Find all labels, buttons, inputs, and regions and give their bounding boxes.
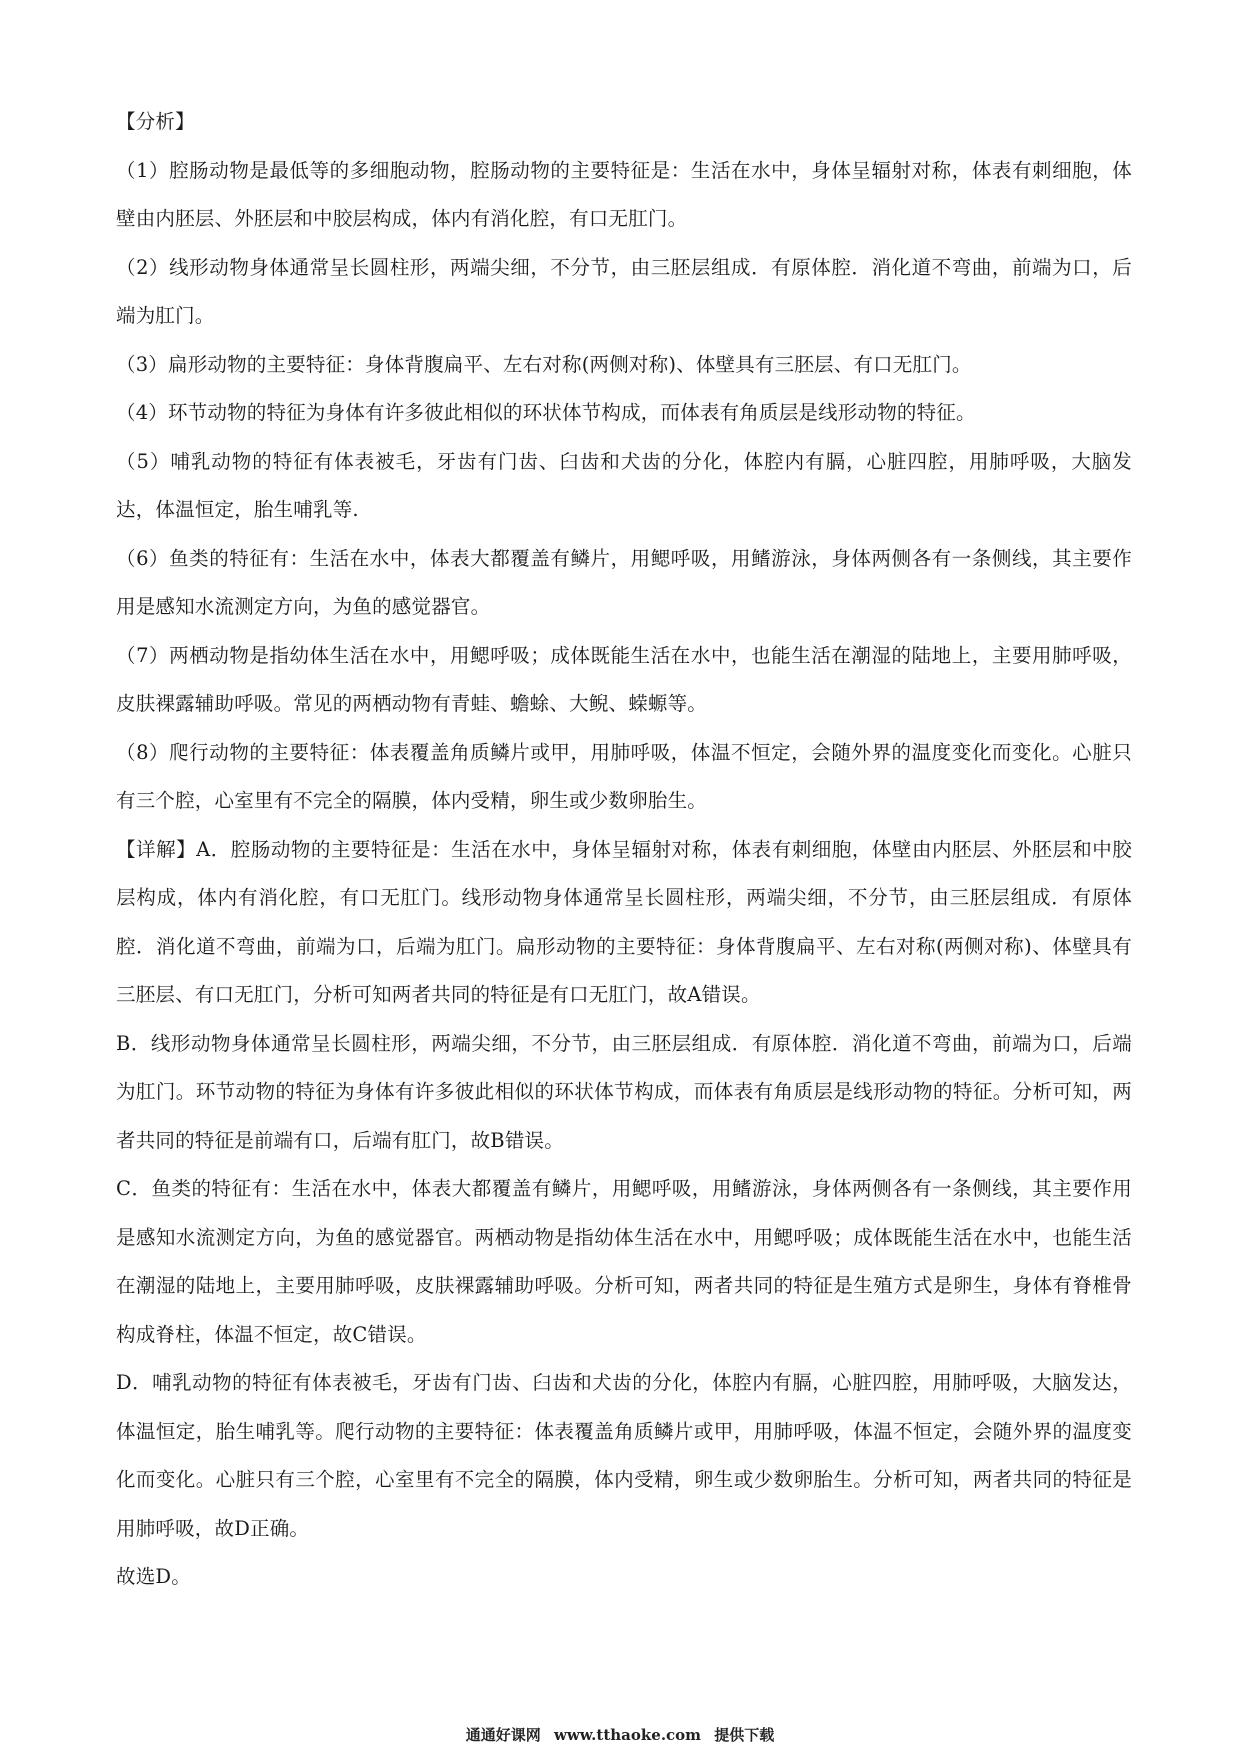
detail-option-d: D．哺乳动物的特征有体表被毛，牙齿有门齿、臼齿和犬齿的分化，体腔内有膈，心脏四腔，用肺呼吸，大脑发达，体温恒定，胎生哺乳等。爬行动物的主要特征：体表覆盖角质鳞片或甲，用肺呼吸，体温不恒定，会随外界的温度变化而变化。心脏只有三个腔，心室里有不完全的隔膜，体内受精，卵生或少数卵胎生。分析可知，两者共同的特征是用肺呼吸，故D正确。 [116, 1371, 1132, 1540]
analysis-item-8: （8）爬行动物的主要特征：体表覆盖角质鳞片或甲，用肺呼吸，体温不恒定，会随外界的温度变化而变化。心脏只有三个腔，心室里有不完全的隔膜，体内受精，卵生或少数卵胎生。 [116, 740, 1132, 812]
analysis-item-7: （7）两栖动物是指幼体生活在水中，用鳃呼吸；成体既能生活在水中，也能生活在潮湿的陆地上，主要用肺呼吸，皮肤裸露辅助呼吸。常见的两栖动物有青蛙、蟾蜍、大鲵、蝾螈等。 [116, 643, 1132, 715]
analysis-item-1: （1）腔肠动物是最低等的多细胞动物，腔肠动物的主要特征是：生活在水中，身体呈辐射对称，体表有刺细胞，体壁由内胚层、外胚层和中胶层构成，体内有消化腔，有口无肛门。 [116, 158, 1132, 230]
footer-tagline: 提供下载 [714, 1726, 775, 1744]
detail-option-a-text: A．腔肠动物的主要特征是：生活在水中，身体呈辐射对称，体表有刺细胞，体壁由内胚层、外胚层和中胶层构成，体内有消化腔，有口无肛门。线形动物身体通常呈长圆柱形，两端尖细，不分节，由三胚层组成．有原体腔．消化道不弯曲，前端为口，后端为肛门。扁形动物的主要特征：身体背腹扁平、左右对称(两侧对称)、体壁具有三胚层、有口无肛门，分析可知两者共同的特征是有口无肛门，故A错误。 [116, 837, 1132, 1006]
detail-option-a [116, 826, 1132, 1020]
footer-site-name: 通通好课网 [465, 1726, 541, 1744]
analysis-item-3: （3）扁形动物的主要特征：身体背腹扁平、左右对称(两侧对称)、体壁具有三胚层、有口无肛门。 [116, 352, 972, 376]
analysis-heading: 【分析】 [116, 110, 195, 133]
answer-conclusion: 故选D。 [116, 1565, 191, 1588]
footer-url[interactable]: www.tthaoke.com [553, 1726, 702, 1744]
page-footer [0, 1725, 1240, 1745]
analysis-item-2: （2）线形动物身体通常呈长圆柱形，两端尖细，不分节，由三胚层组成．有原体腔．消化道不弯曲，前端为口，后端为肛门。 [116, 255, 1132, 327]
detail-option-c: C．鱼类的特征有：生活在水中，体表大都覆盖有鳞片，用鳃呼吸，用鳍游泳，身体两侧各有一条侧线，其主要作用是感知水流测定方向，为鱼的感觉器官。两栖动物是指幼体生活在水中，用鳃呼吸；成体既能生活在水中，也能生活在潮湿的陆地上，主要用肺呼吸，皮肤裸露辅助呼吸。分析可知，两者共同的特征是生殖方式是卵生，身体有脊椎骨构成脊柱，体温不恒定，故C错误。 [116, 1177, 1132, 1346]
analysis-item-6: （6）鱼类的特征有：生活在水中，体表大都覆盖有鳞片，用鳃呼吸，用鳍游泳，身体两侧各有一条侧线，其主要作用是感知水流测定方向，为鱼的感觉器官。 [116, 546, 1132, 618]
detail-option-b: B．线形动物身体通常呈长圆柱形，两端尖细，不分节，由三胚层组成．有原体腔．消化道不弯曲，前端为口，后端为肛门。环节动物的特征为身体有许多彼此相似的环状体节构成，而体表有角质层是线形动物的特征。分析可知，两者共同的特征是前端有口，后端有肛门，故B错误。 [116, 1031, 1132, 1152]
analysis-item-4: （4）环节动物的特征为身体有许多彼此相似的环状体节构成，而体表有角质层是线形动物的特征。 [116, 401, 976, 424]
document-body [116, 98, 1132, 1602]
analysis-item-5: （5）哺乳动物的特征有体表被毛，牙齿有门齿、臼齿和犬齿的分化，体腔内有膈，心脏四腔，用肺呼吸，大脑发达，体温恒定，胎生哺乳等. [116, 449, 1132, 521]
detail-heading: 【详解】 [116, 837, 197, 861]
